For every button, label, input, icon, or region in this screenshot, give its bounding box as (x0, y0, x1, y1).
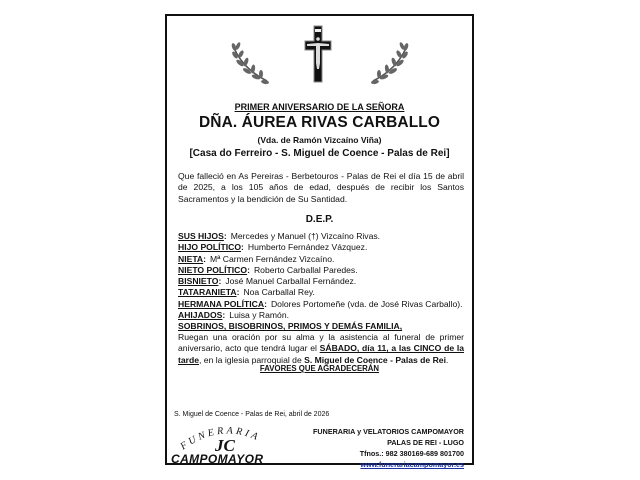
family-names: Noa Carballal Rey. (243, 287, 315, 298)
family-names: Mª Carmen Fernández Vizcaíno. (210, 253, 335, 264)
favores-line: FAVORES QUE AGRADECERÁN (259, 364, 380, 373)
family-row (178, 287, 466, 298)
family-row (178, 321, 466, 332)
family-relation: SUS HIJOS (178, 231, 224, 241)
funeral-home-logo (171, 424, 281, 466)
family-separator: : (222, 310, 226, 321)
family-separator: : (223, 231, 227, 241)
family-list (178, 231, 466, 333)
funeral-home-info (313, 426, 464, 470)
family-row (178, 310, 466, 321)
funeral-home-website-link[interactable]: www.funerariacampomayor.es (360, 460, 464, 469)
ceremony-paragraph (178, 332, 464, 366)
family-separator: : (241, 242, 244, 253)
olive-branch-right-icon (367, 41, 413, 87)
family-relation: HERMANA POLÍTICA (178, 298, 265, 309)
family-row (178, 265, 466, 276)
family-row (178, 299, 466, 310)
logo-brand: CAMPOMAYOR (171, 452, 264, 466)
family-row (178, 231, 466, 242)
dep-heading: D.E.P. (305, 214, 334, 225)
family-separator: : (236, 287, 240, 298)
family-names: Luisa y Ramón. (229, 310, 290, 321)
funeral-home-phones: Tfnos.: 982 380169-689 801700 (359, 449, 464, 458)
family-separator: : (218, 276, 222, 287)
family-names: Roberto Carballal Paredes. (253, 264, 358, 275)
anniversary-heading: PRIMER ANIVERSARIO DE LA SEÑORA (234, 102, 405, 112)
widow-of-line: (Vda. de Ramón Vizcaíno Viña) (257, 135, 382, 145)
ceremony-mid: , en la iglesia parroquial de (199, 354, 305, 365)
family-names: Dolores Portomeñe (vda. de José Rivas Carballo). (270, 298, 463, 309)
obituary-card (165, 14, 474, 469)
family-relation: HIJO POLÍTICO (178, 242, 242, 253)
house-location: [Casa do Ferreiro - S. Miguel de Coence - Palas de Rei] (189, 148, 450, 159)
family-row (178, 276, 466, 287)
family-relation: NIETA (178, 253, 204, 264)
family-names: Mercedes y Manuel (†) Vizcaíno Rivas. (230, 231, 381, 241)
family-relation: BISNIETO (178, 276, 219, 287)
ceremony-intro: Ruegan una oración por su alma y la asistencia al funeral de primer aniversario, acto que tendrá lugar el (178, 332, 464, 354)
family-relation: AHIJADOS (178, 310, 223, 321)
ceremony-end: . (445, 354, 449, 365)
family-separator: : (264, 298, 267, 309)
family-relation: NIETO POLÍTICO (178, 264, 248, 275)
family-separator: : (247, 264, 250, 275)
svg-text:FUNERARIA: FUNERARIA (178, 425, 263, 453)
crucifix-icon (304, 25, 332, 83)
place-date: S. Miguel de Coence - Palas de Rei, abril de 2026 (174, 411, 330, 418)
logo-arc-icon (171, 424, 281, 454)
deceased-name: DÑA. ÁUREA RIVAS CARBALLO (198, 114, 441, 131)
family-row (178, 254, 466, 265)
family-names: Humberto Fernández Vázquez. (247, 242, 368, 253)
ceremony-datetime: SÁBADO, día 11, a las CINCO de la tarde (178, 343, 465, 365)
family-row (178, 242, 466, 253)
ceremony-place: S. Miguel de Coence - Palas de Rei (304, 354, 446, 365)
family-separator: : (203, 253, 207, 264)
funeral-home-location: PALAS DE REI - LUGO (387, 438, 464, 447)
family-names: José Manuel Carballal Fernández. (225, 276, 357, 287)
svg-text:JC: JC (215, 436, 235, 454)
death-paragraph: Que falleció en As Pereiras - Berbetouros - Palas de Rei el día 15 de abril de 2025, a los 105 años de edad, después de recibir los Santos Sacramentos y la bendición de Su Santidad. (178, 171, 464, 204)
family-relation: SOBRINOS, BISOBRINOS, PRIMOS Y DEMÁS FAMILIA, (178, 321, 403, 332)
funeral-home-name: FUNERARIA y VELATORIOS CAMPOMAYOR (313, 427, 464, 436)
family-relation: TATARANIETA (178, 287, 237, 298)
olive-branch-left-icon (227, 41, 273, 87)
